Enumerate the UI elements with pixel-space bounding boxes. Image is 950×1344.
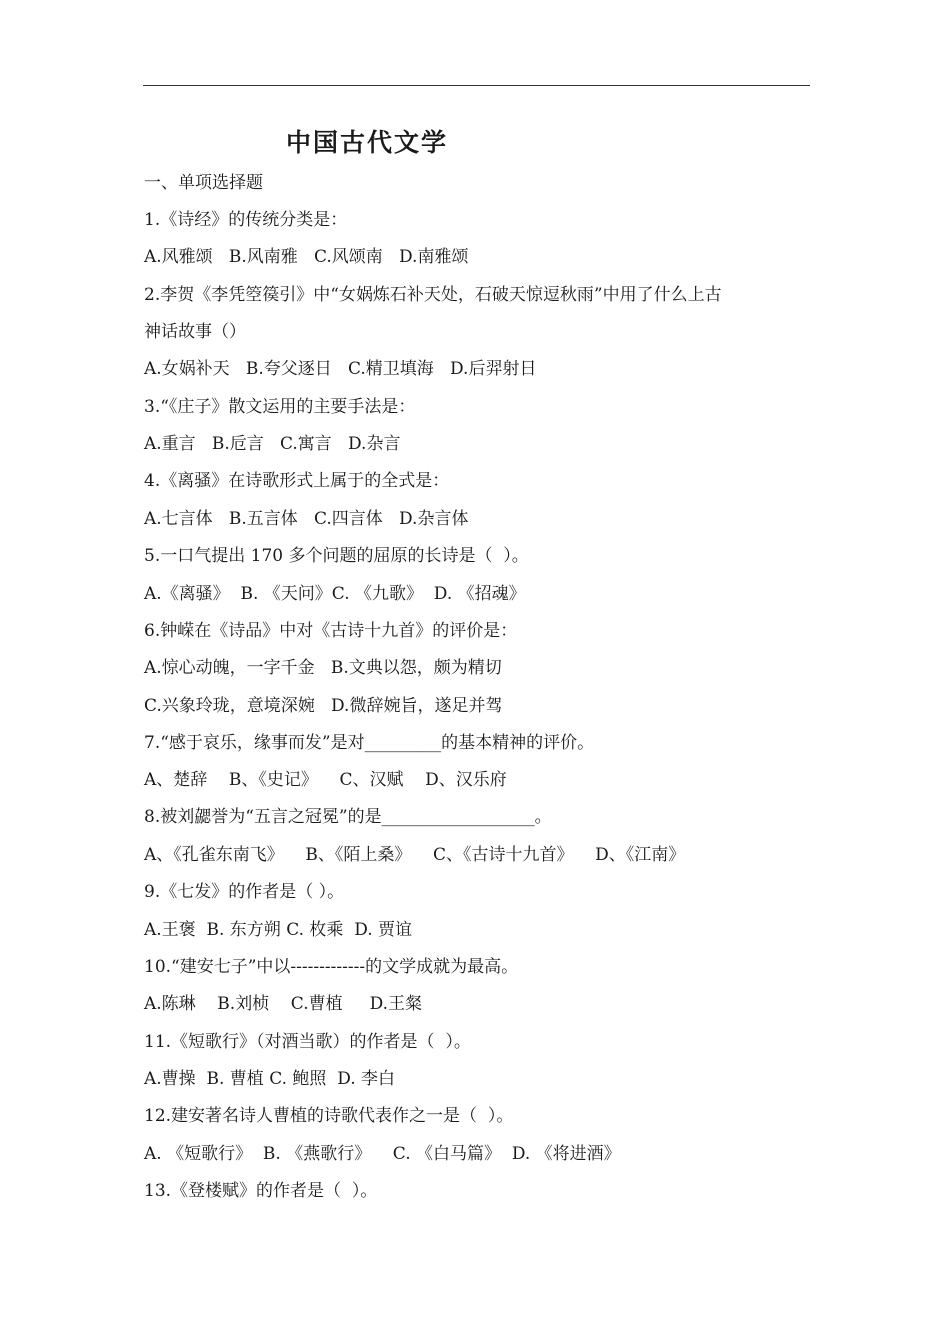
options-1: A.风雅颂 B.风南雅 C.风颂南 D.南雅颂 — [144, 247, 469, 267]
options-7: A、楚辞 B、《史记》 C、汉赋 D、汉乐府 — [144, 770, 507, 790]
question-12: 12.建安著名诗人曹植的诗歌代表作之一是（ ）。 — [144, 1106, 514, 1126]
options-11: A.曹操 B. 曹植 C. 鲍照 D. 李白 — [144, 1069, 396, 1089]
options-6-cd: C.兴象玲珑，意境深婉 D.微辞婉旨，遂足并驾 — [144, 696, 503, 716]
question-2-continued: 神话故事（） — [144, 322, 246, 342]
question-11: 11.《短歌行》（对酒当歌）的作者是（ ）。 — [144, 1032, 471, 1052]
question-13: 13.《登楼赋》的作者是（ ）。 — [144, 1181, 378, 1201]
options-4: A.七言体 B.五言体 C.四言体 D.杂言体 — [144, 509, 469, 529]
options-12: A. 《短歌行》 B. 《燕歌行》 C. 《白马篇》 D. 《将进酒》 — [144, 1144, 621, 1164]
question-3: 3.“《庄子》散文运用的主要手法是： — [144, 397, 416, 417]
question-9: 9.《七发》的作者是（ ）。 — [144, 882, 345, 902]
options-9: A.王褒 B. 东方朔 C. 枚乘 D. 贾谊 — [144, 920, 413, 940]
options-8: A、《孔雀东南飞》 B、《陌上桑》 C、《古诗十九首》 D、《江南》 — [144, 845, 686, 865]
question-6: 6.钟嵘在《诗品》中对《古诗十九首》的评价是： — [144, 621, 518, 641]
question-7: 7.“感于哀乐，缘事而发”是对_________的基本精神的评价。 — [144, 733, 595, 753]
document-title: 中国古代文学 — [286, 128, 449, 157]
question-2: 2.李贺《李凭箜篌引》中“女娲炼石补天处，石破天惊逗秋雨”中用了什么上古 — [144, 285, 722, 305]
question-10: 10.“建安七子”中以-------------的文学成就为最高。 — [144, 957, 519, 977]
options-2: A.女娲补天 B.夸父逐日 C.精卫填海 D.后羿射日 — [144, 359, 537, 379]
options-5: A.《离骚》 B. 《天问》C. 《九歌》 D. 《招魂》 — [144, 584, 526, 604]
options-3: A.重言 B.卮言 C.寓言 D.杂言 — [144, 434, 401, 454]
options-10: A.陈琳 B.刘桢 C.曹植 D.王粲 — [144, 994, 423, 1014]
question-8: 8.被刘勰誉为“五言之冠冕”的是__________________。 — [144, 807, 552, 827]
options-6-ab: A.惊心动魄，一字千金 B.文典以怨，颇为精切 — [144, 658, 502, 678]
section-heading: 一、单项选择题 — [144, 173, 263, 193]
question-4: 4.《离骚》在诗歌形式上属于的全式是： — [144, 471, 450, 491]
header-rule — [143, 85, 810, 86]
question-5: 5.一口气提出 170 多个问题的屈原的长诗是（ ）。 — [144, 546, 529, 566]
question-1: 1.《诗经》的传统分类是： — [144, 210, 348, 230]
